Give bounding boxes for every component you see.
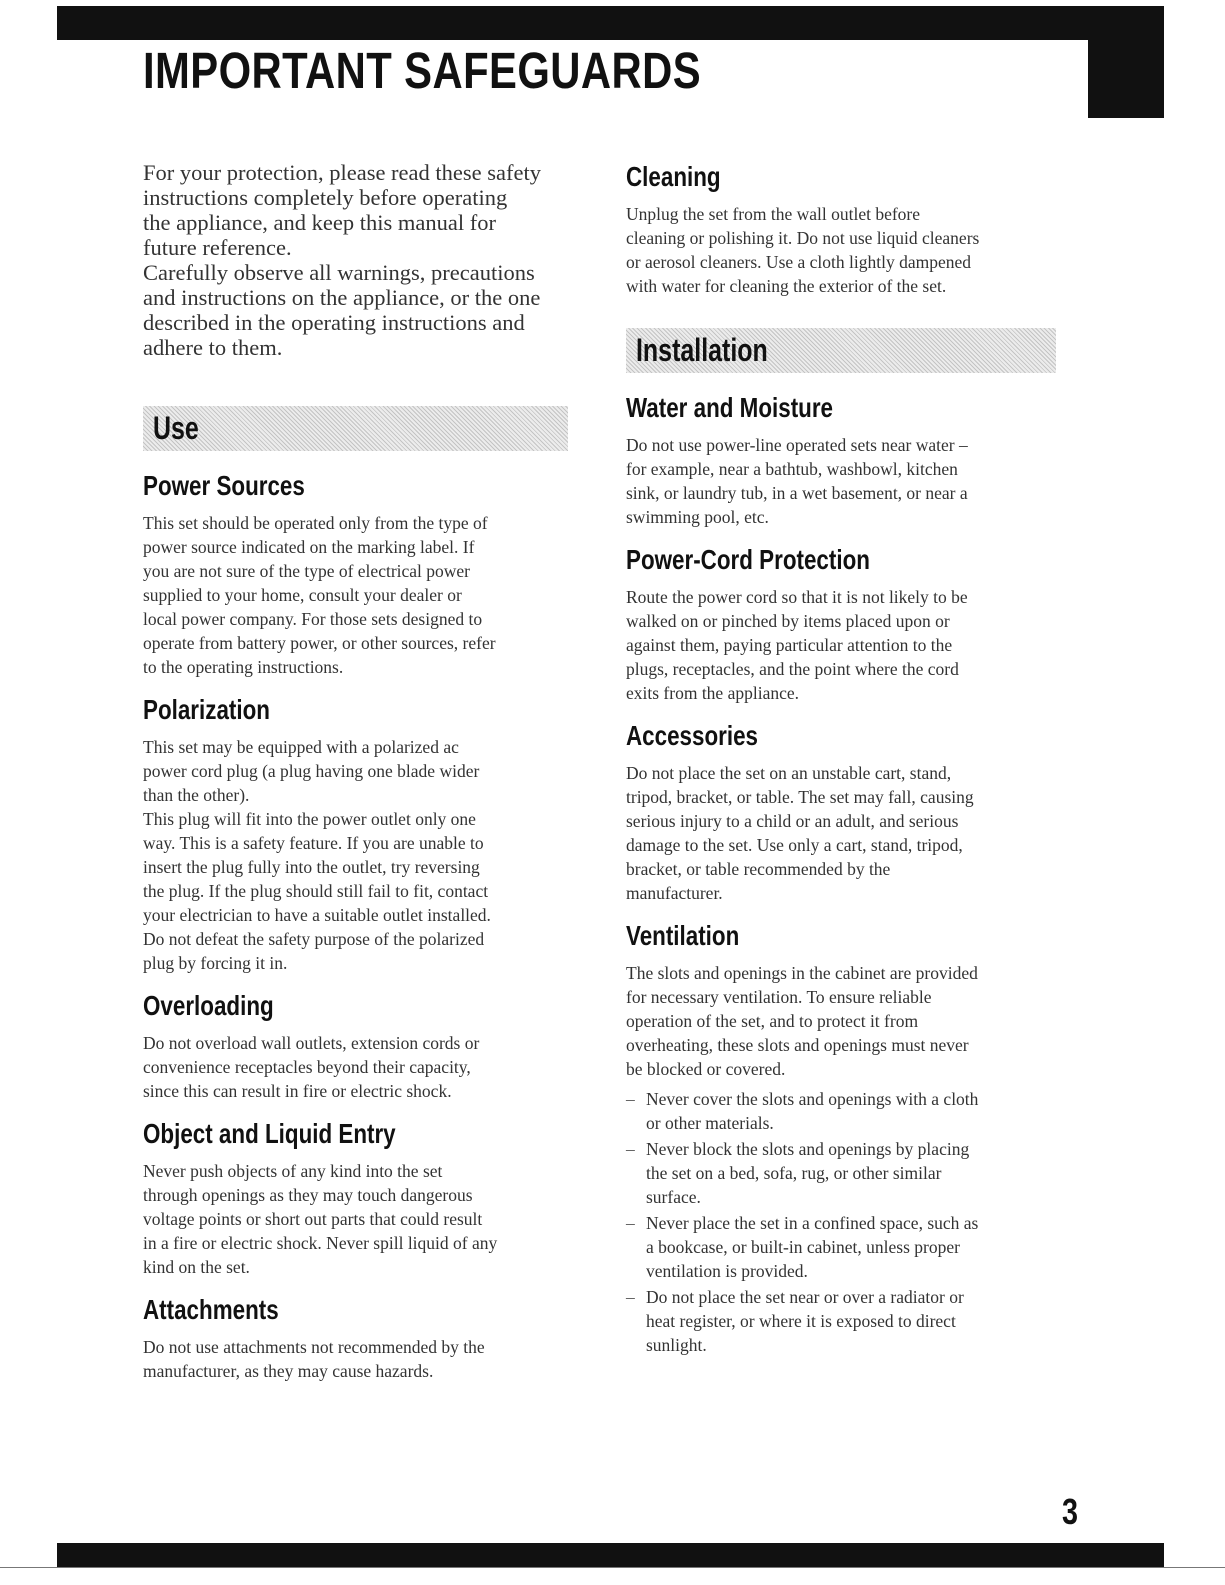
body-line: local power company. For those sets designed to <box>143 609 483 629</box>
page-title: IMPORTANT SAFEGUARDS <box>143 42 702 99</box>
section-heading: Polarization <box>143 694 270 725</box>
body-line: operate from battery power, or other sources, refer <box>143 633 496 653</box>
list-item: – Do not place the set near or over a radiator or heat register, or where it is exposed to direct sunlight. <box>626 1285 1056 1357</box>
ventilation-section <box>626 919 1056 1357</box>
body-line: This set should be operated only from the type of <box>143 513 488 533</box>
power-cord-protection-section <box>626 543 1056 705</box>
installation-band-label: Installation <box>636 332 768 368</box>
body-line: kind on the set. <box>143 1257 250 1277</box>
body-line: insert the plug fully into the outlet, try reversing <box>143 857 480 877</box>
water-moisture-section <box>626 391 1056 529</box>
body-line: walked on or pinched by items placed upon or <box>626 611 950 631</box>
body-line: for necessary ventilation. To ensure reliable <box>626 987 932 1007</box>
body-line: manufacturer. <box>626 883 723 903</box>
body-line: cleaning or polishing it. Do not use liquid cleaners <box>626 228 980 248</box>
power-sources-section <box>143 469 568 679</box>
body-line: manufacturer, as they may cause hazards. <box>143 1361 434 1381</box>
intro-paragraph <box>143 160 568 360</box>
use-band-label: Use <box>153 410 199 446</box>
body-line: to the operating instructions. <box>143 657 344 677</box>
body-line: be blocked or covered. <box>626 1059 786 1079</box>
body-line: This plug will fit into the power outlet only one <box>143 809 476 829</box>
section-tab <box>1088 6 1164 118</box>
body-line: serious injury to a child or an adult, and serious <box>626 811 959 831</box>
object-liquid-entry-section <box>143 1117 568 1279</box>
body-line: tripod, bracket, or table. The set may fall, causing <box>626 787 974 807</box>
body-line: the plug. If the plug should still fail to fit, contact <box>143 881 489 901</box>
section-heading: Power-Cord Protection <box>626 544 870 575</box>
body-line: you are not sure of the type of electrical power <box>143 561 471 581</box>
body-line: The slots and openings in the cabinet are provided <box>626 963 978 983</box>
use-band <box>143 406 568 451</box>
body-line: your electrician to have a suitable outlet installed. <box>143 905 491 925</box>
body-line: This set may be equipped with a polarized ac <box>143 737 459 757</box>
body-line: voltage points or short out parts that could result <box>143 1209 483 1229</box>
section-heading: Cleaning <box>626 161 721 192</box>
body-line: swimming pool, etc. <box>626 507 769 527</box>
body-line: exits from the appliance. <box>626 683 799 703</box>
accessories-section <box>626 719 1056 905</box>
body-line: damage to the set. Use only a cart, stand, tripod, <box>626 835 963 855</box>
body-line: Do not defeat the safety purpose of the polarized <box>143 929 485 949</box>
body-line: power cord plug (a plug having one blade wider <box>143 761 480 781</box>
body-line: way. This is a safety feature. If you are unable to <box>143 833 484 853</box>
list-item: – Never cover the slots and openings with a cloth or other materials. <box>626 1087 1056 1135</box>
intro-line: adhere to them. <box>143 335 283 360</box>
page-number: 3 <box>1062 1491 1079 1532</box>
body-line: through openings as they may touch dangerous <box>143 1185 473 1205</box>
list-item: – Never block the slots and openings by placing the set on a bed, sofa, rug, or other similar surface. <box>626 1137 1056 1209</box>
right-column <box>626 160 1056 1371</box>
body-line: in a fire or electric shock. Never spill liquid of any <box>143 1233 498 1253</box>
section-heading: Object and Liquid Entry <box>143 1118 396 1149</box>
body-line: plug by forcing it in. <box>143 953 288 973</box>
section-heading: Overloading <box>143 990 274 1021</box>
body-line: plugs, receptacles, and the point where the cord <box>626 659 959 679</box>
header-bar <box>57 6 1164 40</box>
body-line: or aerosol cleaners. Use a cloth lightly dampened <box>626 252 972 272</box>
section-heading: Accessories <box>626 720 759 751</box>
section-heading: Ventilation <box>626 920 740 951</box>
footer-bar <box>57 1543 1164 1567</box>
body-line: operation of the set, and to protect it from <box>626 1011 919 1031</box>
installation-band <box>626 328 1056 373</box>
polarization-section <box>143 693 568 975</box>
body-line: for example, near a bathtub, washbowl, kitchen <box>626 459 958 479</box>
body-line: bracket, or table recommended by the <box>626 859 891 879</box>
body-line: Never push objects of any kind into the set <box>143 1161 443 1181</box>
body-line: Do not use power-line operated sets near water – <box>626 435 968 455</box>
list-item: – Never place the set in a confined space, such as a bookcase, or built-in cabinet, unless proper ventilation is provided. <box>626 1211 1056 1283</box>
body-line: Do not overload wall outlets, extension cords or <box>143 1033 480 1053</box>
overloading-section <box>143 989 568 1103</box>
intro-line: described in the operating instructions and <box>143 310 525 335</box>
left-column <box>143 160 568 1397</box>
intro-line: Carefully observe all warnings, precautions <box>143 260 535 285</box>
body-line: Do not use attachments not recommended by the <box>143 1337 485 1357</box>
body-line: Do not place the set on an unstable cart, stand, <box>626 763 952 783</box>
section-heading: Power Sources <box>143 470 305 501</box>
body-line: power source indicated on the marking label. If <box>143 537 475 557</box>
body-line: Unplug the set from the wall outlet before <box>626 204 921 224</box>
body-line: supplied to your home, consult your dealer or <box>143 585 462 605</box>
intro-line: future reference. <box>143 235 292 260</box>
footer-rule <box>0 1567 1225 1568</box>
body-line: than the other). <box>143 785 250 805</box>
attachments-section <box>143 1293 568 1383</box>
body-line: with water for cleaning the exterior of the set. <box>626 276 947 296</box>
intro-line: For your protection, please read these safety <box>143 160 541 185</box>
body-line: against them, paying particular attention to the <box>626 635 953 655</box>
intro-line: and instructions on the appliance, or the one <box>143 285 541 310</box>
body-line: Route the power cord so that it is not likely to be <box>626 587 968 607</box>
section-heading: Water and Moisture <box>626 392 834 423</box>
section-heading: Attachments <box>143 1294 279 1325</box>
intro-line: instructions completely before operating <box>143 185 508 210</box>
body-line: since this can result in fire or electric shock. <box>143 1081 452 1101</box>
body-line: sink, or laundry tub, in a wet basement, or near a <box>626 483 968 503</box>
ventilation-list <box>626 1087 1056 1357</box>
intro-line: the appliance, and keep this manual for <box>143 210 496 235</box>
body-line: overheating, these slots and openings must never <box>626 1035 969 1055</box>
cleaning-section <box>626 160 1056 298</box>
body-line: convenience receptacles beyond their capacity, <box>143 1057 471 1077</box>
